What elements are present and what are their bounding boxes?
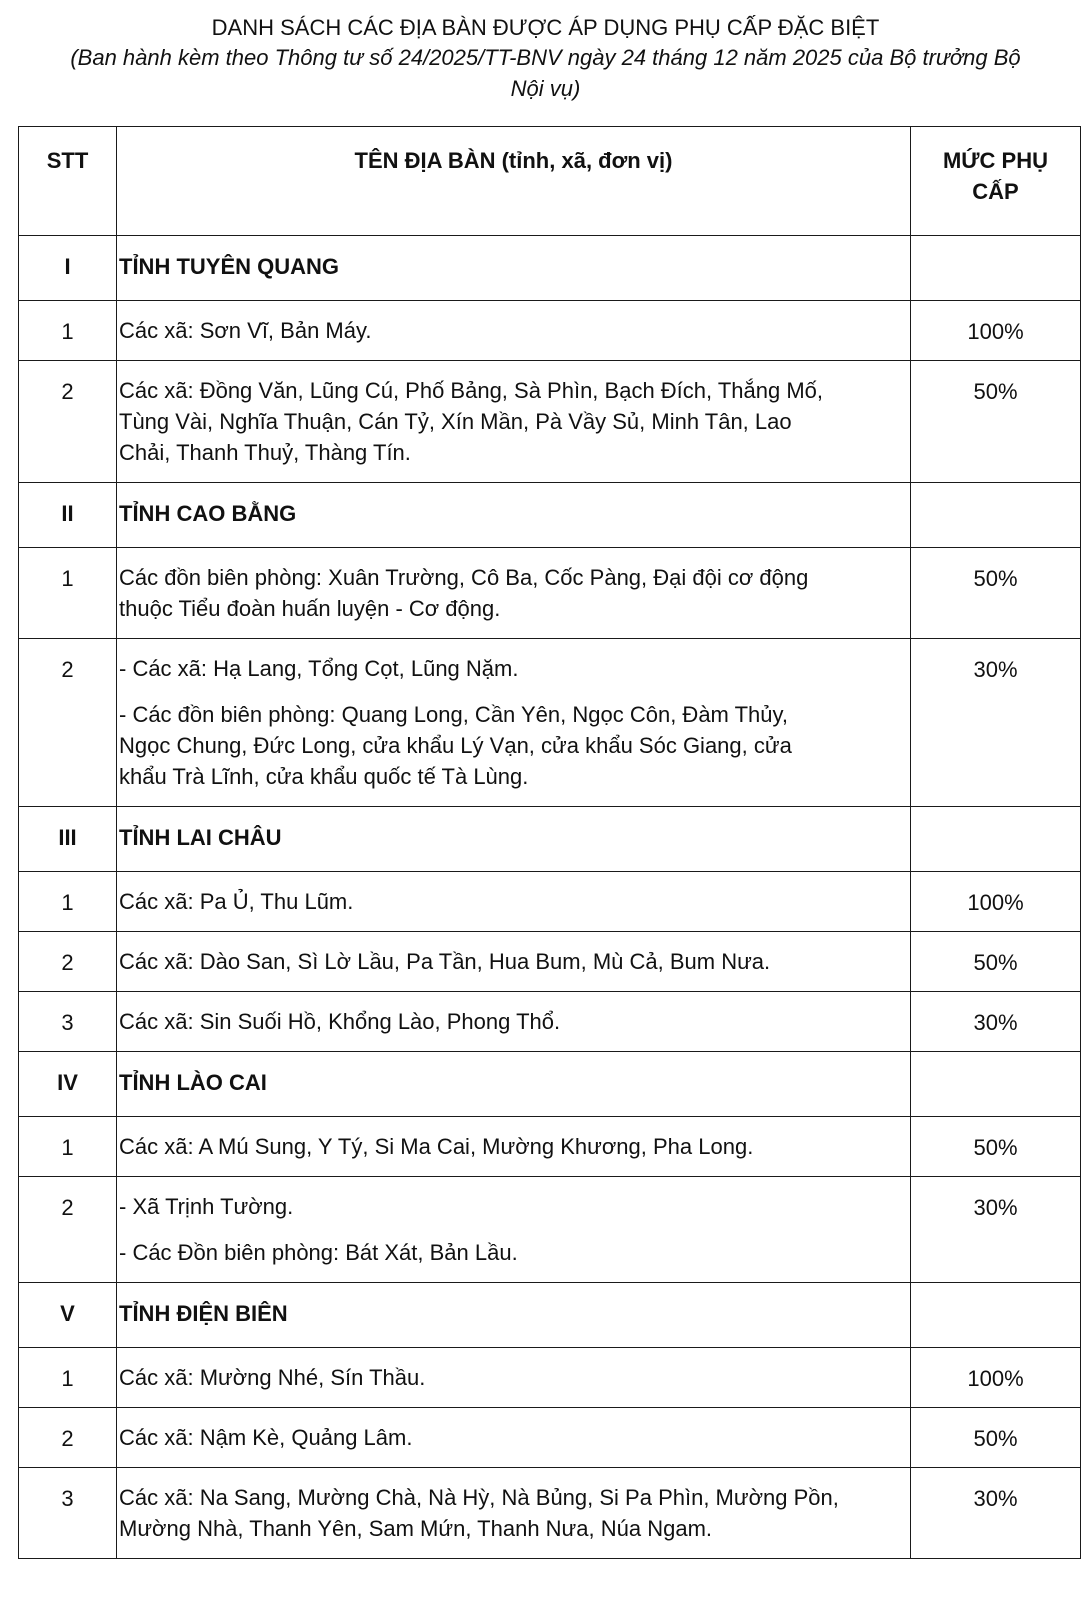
area-line: Ngọc Chung, Đức Long, cửa khẩu Lý Vạn, cửa khẩu Sóc Giang, cửa — [119, 733, 792, 758]
area-line: TỈNH CAO BẰNG — [119, 501, 297, 526]
cell-stt: 1 — [19, 1117, 117, 1177]
cell-allowance-rate — [911, 483, 1081, 548]
area-paragraph — [119, 821, 904, 855]
area-paragraph — [119, 1362, 904, 1393]
area-paragraph — [119, 699, 904, 792]
table-row — [19, 992, 1081, 1052]
area-paragraph — [119, 886, 904, 917]
table-row — [19, 1117, 1081, 1177]
area-line: Các xã: Dào San, Sì Lờ Lầu, Pa Tần, Hua Bum, Mù Cả, Bum Nưa. — [119, 949, 771, 974]
cell-stt: II — [19, 483, 117, 548]
area-line: - Các xã: Hạ Lang, Tổng Cọt, Lũng Nặm. — [119, 656, 519, 681]
cell-stt: 2 — [19, 361, 117, 483]
cell-area-name — [117, 236, 911, 301]
area-paragraph — [119, 1482, 904, 1544]
cell-area-name — [117, 548, 911, 639]
cell-stt: 1 — [19, 548, 117, 639]
area-paragraph — [119, 250, 904, 284]
table-row — [19, 1348, 1081, 1408]
header-rate — [911, 127, 1081, 236]
cell-area-name — [117, 639, 911, 807]
cell-area-name — [117, 1052, 911, 1117]
area-line: Các xã: Nậm Kè, Quảng Lâm. — [119, 1425, 413, 1450]
area-line: TỈNH LÀO CAI — [119, 1070, 267, 1095]
cell-allowance-rate: 30% — [911, 639, 1081, 807]
cell-area-name — [117, 932, 911, 992]
area-line: thuộc Tiểu đoàn huấn luyện - Cơ động. — [119, 596, 501, 621]
cell-allowance-rate: 100% — [911, 872, 1081, 932]
cell-allowance-rate — [911, 1052, 1081, 1117]
cell-area-name — [117, 483, 911, 548]
cell-allowance-rate: 100% — [911, 301, 1081, 361]
area-line: Các xã: Đồng Văn, Lũng Cú, Phố Bảng, Sà Phìn, Bạch Đích, Thắng Mố, — [119, 378, 824, 403]
document-subtitle — [16, 42, 1076, 104]
cell-allowance-rate: 50% — [911, 548, 1081, 639]
cell-area-name — [117, 992, 911, 1052]
cell-stt: IV — [19, 1052, 117, 1117]
cell-stt: 3 — [19, 1468, 117, 1559]
cell-allowance-rate: 50% — [911, 1408, 1081, 1468]
subtitle-line: Nội vụ) — [510, 76, 581, 101]
cell-stt: III — [19, 807, 117, 872]
area-paragraph — [119, 375, 904, 468]
area-paragraph — [119, 1066, 904, 1100]
cell-area-name — [117, 807, 911, 872]
area-line: - Xã Trịnh Tường. — [119, 1194, 294, 1219]
cell-allowance-rate: 100% — [911, 1348, 1081, 1408]
cell-area-name — [117, 361, 911, 483]
area-line: TỈNH LAI CHÂU — [119, 825, 282, 850]
cell-allowance-rate: 50% — [911, 932, 1081, 992]
table-header-row — [19, 127, 1081, 236]
cell-allowance-rate: 50% — [911, 1117, 1081, 1177]
cell-stt: V — [19, 1283, 117, 1348]
cell-stt: 2 — [19, 1177, 117, 1283]
area-line: Các xã: Sin Suối Hồ, Khổng Lào, Phong Thổ. — [119, 1009, 561, 1034]
cell-allowance-rate: 50% — [911, 361, 1081, 483]
cell-allowance-rate: 30% — [911, 1177, 1081, 1283]
cell-area-name — [117, 1468, 911, 1559]
header-rate-line: CẤP — [972, 179, 1019, 204]
area-line: Các xã: Sơn Vĩ, Bản Máy. — [119, 318, 372, 343]
cell-stt: I — [19, 236, 117, 301]
header-name: TÊN ĐỊA BÀN (tỉnh, xã, đơn vị) — [117, 127, 911, 236]
allowance-table — [18, 126, 1081, 1559]
cell-allowance-rate — [911, 236, 1081, 301]
area-paragraph — [119, 1237, 904, 1268]
area-paragraph — [119, 497, 904, 531]
cell-stt: 1 — [19, 872, 117, 932]
area-paragraph — [119, 1297, 904, 1331]
area-line: Mường Nhà, Thanh Yên, Sam Mứn, Thanh Nưa, Núa Ngam. — [119, 1516, 713, 1541]
cell-area-name — [117, 1348, 911, 1408]
header-rate-line: MỨC PHỤ — [942, 148, 1049, 173]
cell-area-name — [117, 301, 911, 361]
area-line: TỈNH ĐIỆN BIÊN — [119, 1301, 288, 1326]
table-row — [19, 1408, 1081, 1468]
table-group-row — [19, 1283, 1081, 1348]
area-line: Tùng Vài, Nghĩa Thuận, Cán Tỷ, Xín Mần, Pà Vầy Sủ, Minh Tân, Lao — [119, 409, 792, 434]
table-group-row — [19, 807, 1081, 872]
cell-stt: 2 — [19, 1408, 117, 1468]
area-line: khẩu Trà Lĩnh, cửa khẩu quốc tế Tà Lùng. — [119, 764, 529, 789]
table-group-row — [19, 483, 1081, 548]
cell-area-name — [117, 1177, 911, 1283]
area-line: Chải, Thanh Thuỷ, Thàng Tín. — [119, 440, 411, 465]
cell-stt: 2 — [19, 932, 117, 992]
cell-area-name — [117, 1117, 911, 1177]
area-line: Các xã: A Mú Sung, Y Tý, Si Ma Cai, Mường Khương, Pha Long. — [119, 1134, 754, 1159]
area-paragraph — [119, 1422, 904, 1453]
document-header — [0, 14, 1091, 104]
table-row — [19, 639, 1081, 807]
area-paragraph — [119, 1131, 904, 1162]
area-line: Các đồn biên phòng: Xuân Trường, Cô Ba, Cốc Pàng, Đại đội cơ động — [119, 565, 809, 590]
cell-allowance-rate — [911, 1283, 1081, 1348]
area-paragraph — [119, 1191, 904, 1222]
cell-stt: 2 — [19, 639, 117, 807]
table-row — [19, 1177, 1081, 1283]
cell-allowance-rate — [911, 807, 1081, 872]
cell-stt: 1 — [19, 1348, 117, 1408]
table-row — [19, 872, 1081, 932]
area-paragraph — [119, 1006, 904, 1037]
header-stt: STT — [19, 127, 117, 236]
cell-area-name — [117, 1283, 911, 1348]
area-paragraph — [119, 562, 904, 624]
area-line: Các xã: Pa Ủ, Thu Lũm. — [119, 889, 354, 914]
area-line: - Các Đồn biên phòng: Bát Xát, Bản Lầu. — [119, 1240, 518, 1265]
cell-stt: 3 — [19, 992, 117, 1052]
table-row — [19, 1468, 1081, 1559]
area-paragraph — [119, 315, 904, 346]
area-line: TỈNH TUYÊN QUANG — [119, 254, 339, 279]
table-row — [19, 548, 1081, 639]
table-group-row — [19, 1052, 1081, 1117]
table-row — [19, 361, 1081, 483]
cell-area-name — [117, 872, 911, 932]
table-group-row — [19, 236, 1081, 301]
document-title: DANH SÁCH CÁC ĐỊA BÀN ĐƯỢC ÁP DỤNG PHỤ CẤP ĐẶC BIỆT — [211, 15, 880, 40]
cell-allowance-rate: 30% — [911, 992, 1081, 1052]
table-row — [19, 301, 1081, 361]
area-line: - Các đồn biên phòng: Quang Long, Cần Yên, Ngọc Côn, Đàm Thủy, — [119, 702, 788, 727]
area-paragraph — [119, 946, 904, 977]
area-paragraph — [119, 653, 904, 684]
area-line: Các xã: Mường Nhé, Sín Thầu. — [119, 1365, 426, 1390]
subtitle-line: (Ban hành kèm theo Thông tư số 24/2025/TT-BNV ngày 24 tháng 12 năm 2025 của Bộ trưởng Bộ — [70, 45, 1021, 70]
table-row — [19, 932, 1081, 992]
cell-area-name — [117, 1408, 911, 1468]
cell-allowance-rate: 30% — [911, 1468, 1081, 1559]
area-line: Các xã: Na Sang, Mường Chà, Nà Hỳ, Nà Bủng, Si Pa Phìn, Mường Pồn, — [119, 1485, 839, 1510]
table-body — [19, 236, 1081, 1559]
cell-stt: 1 — [19, 301, 117, 361]
